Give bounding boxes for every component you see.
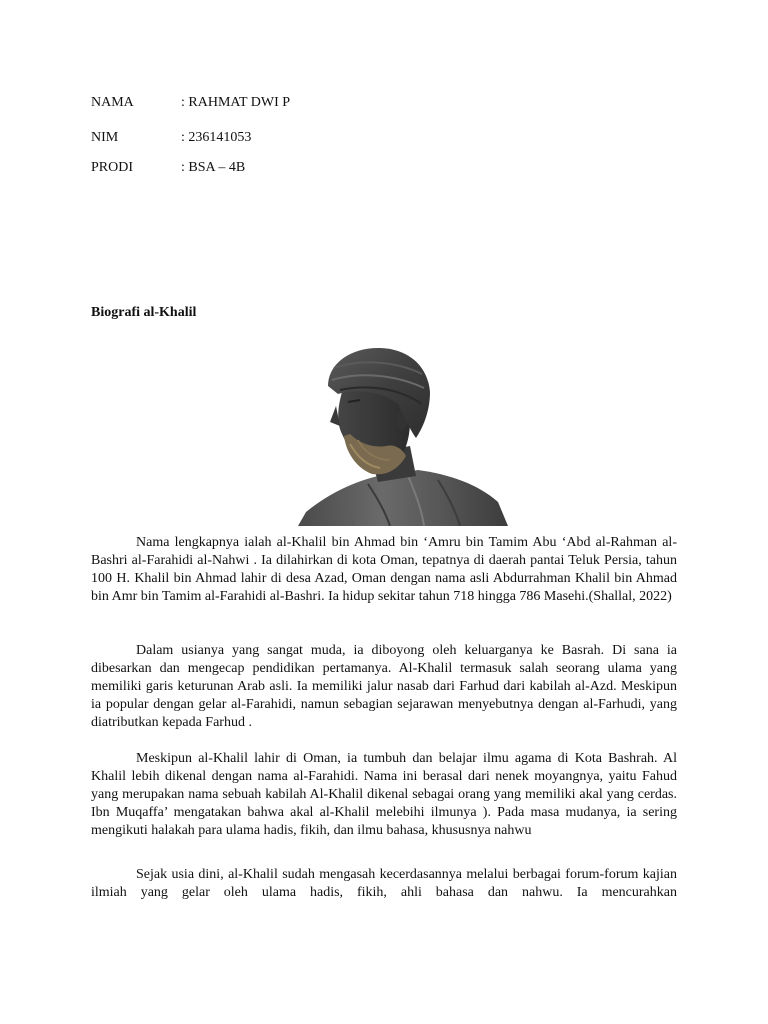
paragraph-2: Dalam usianya yang sangat muda, ia diboyong oleh keluarganya ke Basrah. Di sana ia dibesarkan dan mengecap pendidikan pertamanya. Al-Khalil termasuk salah seorang ulama yang memiliki garis keturunan Arab asli. Ia memiliki jalur nasab dari Farhud dari kabilah al-Azd. Meskipun ia popular dengan gelar al-Farahidi, namun sebagian sejarawan menyebutnya dengan al-Farhudi, yang diatributkan kepada Farhud . (91, 643, 677, 730)
name-value: : RAHMAT DWI P (181, 95, 291, 110)
nim-label: NIM (91, 130, 119, 145)
paragraph-1: Nama lengkapnya ialah al-Khalil bin Ahmad bin ‘Amru bin Tamim Abu ‘Abd al-Rahman al-Bashri al-Farahidi al-Nahwi . Ia dilahirkan di kota Oman, tepatnya di daerah pantai Teluk Persia, tahun 100 H. Khalil bin Ahmad lahir di desa Azad, Oman dengan nama asli Abdurrahman Khalil bin Ahmad bin Amr bin Tamim al-Farahidi al-Bashri. Ia hidup sekitar tahun 718 hingga 786 Masehi.(Shallal, 2022) (91, 535, 677, 604)
name-row (91, 95, 290, 111)
paragraph-3: Meskipun al-Khalil lahir di Oman, ia tumbuh dan belajar ilmu agama di Kota Bashrah. Al Khalil lebih dikenal dengan nama al-Farahidi. Nama ini berasal dari nenek moyangnya, yaitu Fahud yang merupakan nama sebuah kabilah Al-Khalil dikenal sebagai orang yang memiliki akal yang cerdas. Ibn Muqaffa’ mengatakan bahwa akal al-Khalil melebihi ilmunya ). Pada masa mudanya, ia sering mengikuti halakah para ulama hadis, fikih, dan ilmu bahasa, khususnya nahwu (91, 751, 677, 838)
name-label: NAMA (91, 95, 134, 110)
paragraph-4: Sejak usia dini, al-Khalil sudah mengasah kecerdasannya melalui berbagai forum-forum kajian ilmiah yang gelar oleh ulama hadis, fikih, ahli bahasa dan nahwu. Ia mencurahkan (91, 867, 677, 900)
section-heading: Biografi al-Khalil (91, 305, 197, 320)
prodi-label: PRODI (91, 160, 134, 175)
prodi-value: : BSA – 4B (181, 160, 246, 175)
nim-value: : 236141053 (181, 130, 252, 145)
nim-row (91, 130, 251, 146)
prodi-row (91, 160, 245, 176)
statue-image (298, 344, 508, 526)
